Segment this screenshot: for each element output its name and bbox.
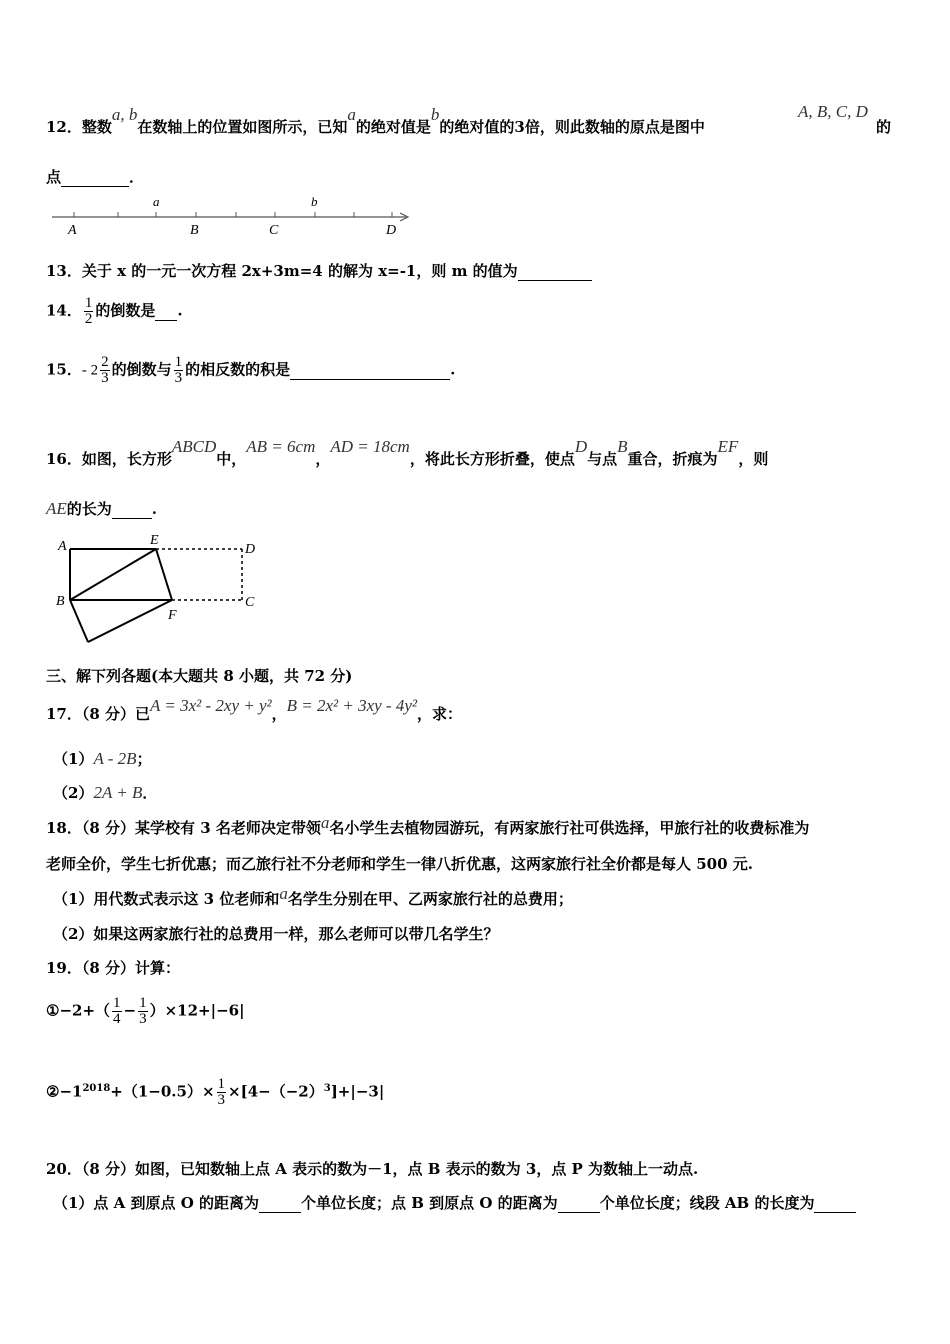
- q16-line2: AE的长为 .: [46, 499, 158, 518]
- axis-mark-b: b: [311, 194, 318, 209]
- q20-line1: 20．（8 分）如图，已知数轴上点 A 表示的数为－1，点 B 表示的数为 3，点 P 为数轴上一动点.: [46, 1160, 699, 1178]
- q12-end: 的: [876, 118, 892, 136]
- q17-sub2: （2）2A + B．: [53, 783, 158, 802]
- var-a: a: [347, 105, 356, 124]
- axis-label-d-point: D: [386, 223, 397, 238]
- q13: 13．关于 x 的一元一次方程 2x+3m=4 的解为 x=-1，则 m 的值为: [46, 260, 592, 281]
- q12-points: A, B, C, D: [798, 102, 868, 121]
- q15: 15．- 2 $\frac{2}{3}$ 的倒数与 $\frac{1}{3}$ 的相反数的积是 .: [46, 354, 456, 386]
- fig-label-f: F: [168, 608, 177, 623]
- q18-line1: 18．（8 分）某学校有 3 名老师决定带领a名小学生去植物园游玩，有两家旅行社可供选择，甲旅行社的收费标准为: [46, 813, 810, 837]
- section-heading: 三、解下列各题(本大题共 8 小题，共 72 分): [46, 667, 353, 685]
- q12-line1: 12．整数a, b在数轴上的位置如图所示，已知a的绝对值是b的绝对值的3倍，则此数轴的原点是图中: [46, 105, 705, 136]
- fig-label-d: D: [245, 542, 256, 557]
- q12-line2: 点 ．: [46, 168, 145, 186]
- fraction-half: $\frac{1}{2}$: [84, 295, 93, 327]
- fig-label-a: A: [58, 539, 67, 554]
- q20-sub1: （1）点 A 到原点 O 的距离为 个单位长度；点 B 到原点 O 的距离为 个单位长度；线段 AB 的长度为: [53, 1192, 856, 1213]
- axis-label-c-point: C: [269, 223, 279, 238]
- answer-blank[interactable]: [61, 168, 129, 187]
- fig-label-e: E: [150, 533, 159, 548]
- q18-sub2: （2）如果这两家旅行社的总费用一样，那么老师可以带几名学生？: [53, 925, 499, 943]
- answer-blank[interactable]: [558, 1194, 600, 1213]
- q19-calc2: $②-1^{2018}+(1-0.5)\times$ $\frac{1}{3}$ $\times[4-(-2)^3]+|-3|$: [46, 1076, 385, 1108]
- q18-sub1: （1）用代数式表示这 3 位老师和a名学生分别在甲、乙两家旅行社的总费用；: [53, 884, 573, 908]
- answer-blank[interactable]: [112, 500, 152, 519]
- q19-calc1: ①−2+（ $\frac{1}{4}$ − $\frac{1}{3}$ ）×12+|−6|: [46, 995, 245, 1027]
- q19-title: 19．（8 分）计算：: [46, 959, 181, 977]
- answer-blank[interactable]: [259, 1194, 301, 1213]
- answer-blank[interactable]: [155, 302, 177, 321]
- q16-line1: 16．如图，长方形ABCD中，AB = 6cm，AD = 18cm，将此长方形折叠，使点D与点B重合，折痕为EF，则: [46, 437, 769, 468]
- answer-blank[interactable]: [814, 1194, 856, 1213]
- var-ab: a, b: [111, 105, 138, 124]
- fraction-one-third: $\frac{1}{3}$: [174, 354, 183, 386]
- q14: 14． $\frac{1}{2}$ 的倒数是 .: [46, 295, 183, 327]
- q17-sub1: （1）A - 2B；: [53, 749, 152, 768]
- rectangle-fold-figure: [52, 532, 272, 650]
- answer-blank[interactable]: [518, 262, 592, 281]
- q18-line2: 老师全价，学生七折优惠；而乙旅行社不分老师和学生一律八折优惠，这两家旅行社全价都是每人 500 元.: [46, 855, 753, 873]
- q17: 17．（8 分）已A = 3x² - 2xy + y²，B = 2x² + 3xy - 4y²，求：: [46, 696, 463, 723]
- fraction-two-thirds: $\frac{2}{3}$: [101, 354, 109, 386]
- fig-label-c: C: [245, 595, 255, 610]
- answer-blank[interactable]: [290, 361, 450, 380]
- fig-label-b: B: [56, 594, 65, 609]
- axis-mark-a: a: [153, 194, 160, 209]
- var-b: b: [430, 105, 440, 124]
- number-line-figure: [50, 193, 420, 241]
- axis-label-b-point: B: [190, 223, 199, 238]
- axis-label-a-point: A: [68, 223, 77, 238]
